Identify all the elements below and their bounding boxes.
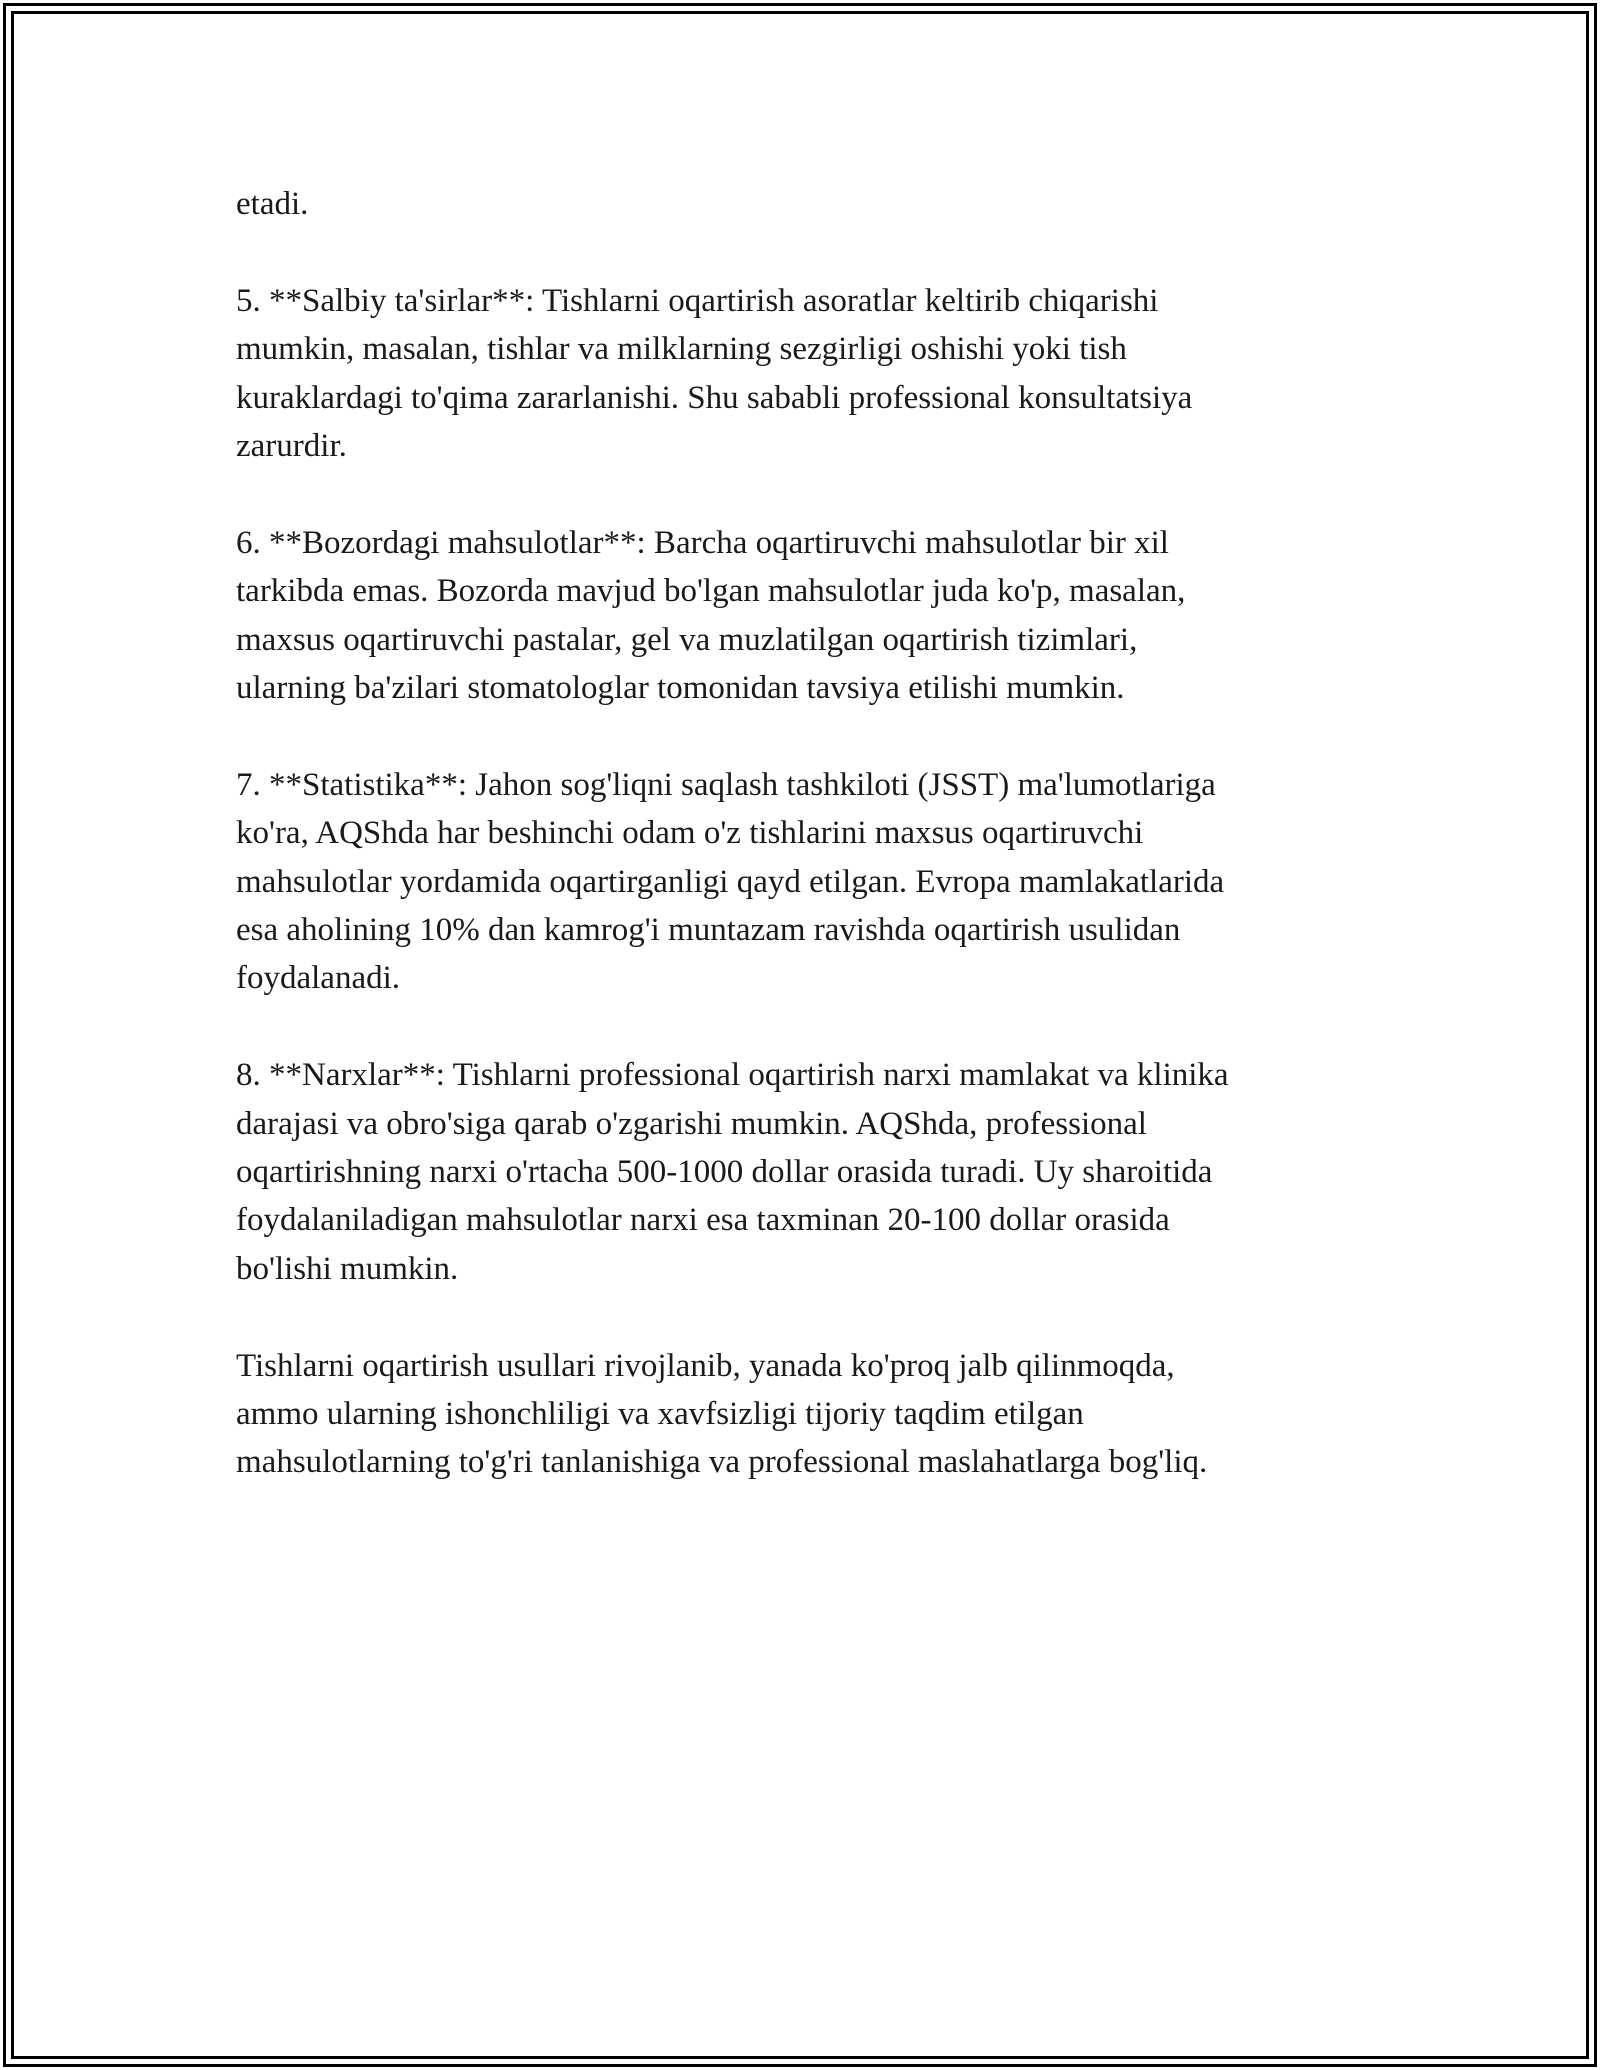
text-line: bo'lishi mumkin. bbox=[236, 1250, 459, 1287]
text-line: foydalaniladigan mahsulotlar narxi esa taxminan 20-100 dollar orasida bbox=[236, 1202, 1170, 1239]
text-line: oqartirishning narxi o'rtacha 500-1000 dollar orasida turadi. Uy sharoitida bbox=[236, 1154, 1213, 1191]
text-line: darajasi va obro'siga qarab o'zgarishi mumkin. AQShda, professional bbox=[236, 1105, 1147, 1142]
text-line: etadi. bbox=[236, 186, 309, 222]
text-line: zarurdir. bbox=[236, 428, 347, 465]
text-line: 7. **Statistika**: Jahon sog'liqni saqlash tashkiloti (JSST) ma'lumotlariga bbox=[236, 766, 1216, 803]
text-line: ammo ularning ishonchliligi va xavfsizligi tijoriy taqdim etilgan bbox=[236, 1396, 1084, 1433]
paragraph-continuation bbox=[236, 180, 1376, 228]
document-body bbox=[236, 180, 1376, 1535]
paragraph-conclusion bbox=[236, 1342, 1376, 1487]
text-line: ko'ra, AQShda har beshinchi odam o'z tishlarini maxsus oqartiruvchi bbox=[236, 815, 1144, 852]
text-line: 6. **Bozordagi mahsulotlar**: Barcha oqartiruvchi mahsulotlar bir xil bbox=[236, 524, 1169, 561]
text-line: mahsulotlarning to'g'ri tanlanishiga va professional maslahatlarga bog'liq. bbox=[236, 1444, 1208, 1481]
text-line: 5. **Salbiy ta'sirlar**: Tishlarni oqartirish asoratlar keltirib chiqarishi bbox=[236, 282, 1159, 319]
text-line: Tishlarni oqartirish usullari rivojlanib, yanada ko'proq jalb qilinmoqda, bbox=[236, 1347, 1175, 1384]
text-line: mumkin, masalan, tishlar va milklarning sezgirligi oshishi yoki tish bbox=[236, 331, 1127, 368]
text-line: maxsus oqartiruvchi pastalar, gel va muzlatilgan oqartirish tizimlari, bbox=[236, 621, 1138, 658]
text-line: foydalanadi. bbox=[236, 960, 401, 997]
paragraph-side-effects bbox=[236, 277, 1376, 471]
text-line: ularning ba'zilari stomatologlar tomonidan tavsiya etilishi mumkin. bbox=[236, 670, 1125, 707]
text-line: mahsulotlar yordamida oqartirganligi qayd etilgan. Evropa mamlakatlarida bbox=[236, 863, 1225, 900]
text-line: esa aholining 10% dan kamrog'i muntazam ravishda oqartirish usulidan bbox=[236, 912, 1181, 949]
paragraph-prices bbox=[236, 1051, 1376, 1293]
text-line: 8. **Narxlar**: Tishlarni professional oqartirish narxi mamlakat va klinika bbox=[236, 1057, 1229, 1094]
text-line: tarkibda emas. Bozorda mavjud bo'lgan mahsulotlar juda ko'p, masalan, bbox=[236, 573, 1186, 610]
paragraph-statistics bbox=[236, 761, 1376, 1003]
text-line: kuraklardagi to'qima zararlanishi. Shu sababli professional konsultatsiya bbox=[236, 379, 1193, 416]
paragraph-market-products bbox=[236, 519, 1376, 713]
